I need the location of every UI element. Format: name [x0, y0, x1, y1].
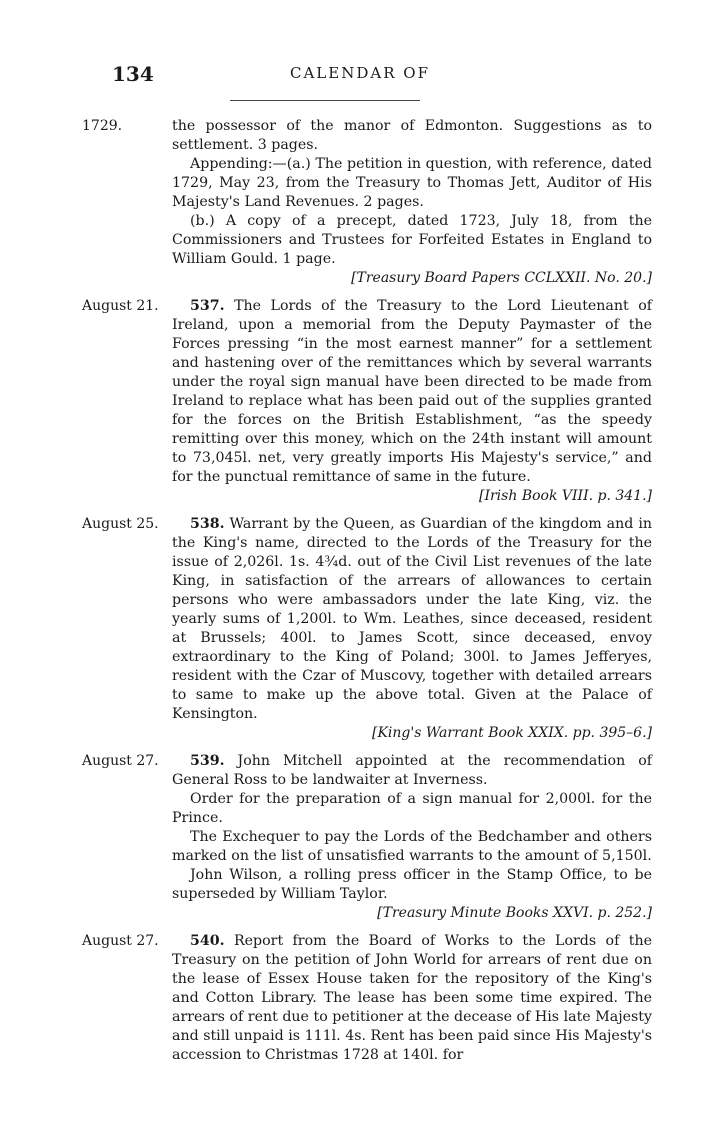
- entry-number: 540.: [190, 933, 225, 949]
- entry-text: The Lords of the Treasury to the Lord Lieutenant of Ireland, upon a memorial from the Deputy Paymaster of the Forces pressing “in the most earnest manner” for a settlement and hastening over of the remittances which by several warrants under the royal sign manual have been directed to be made from Ireland to replace what has been paid out of the supplies granted for the forces on the British Establishment, “as the speedy remitting over this money, which on the 24th instant will amount to 73,045l. net, very greatly imports His Majesty's service,” and for the punctual remittance of same in the future.: [172, 298, 653, 485]
- entry-number: 537.: [190, 298, 225, 314]
- source-reference: [Irish Book VIII. p. 341.]: [479, 488, 652, 504]
- entry-paragraph: the possessor of the manor of Edmonton. Suggestions as to settlement. 3 pages.: [172, 118, 652, 153]
- entry-paragraph: [172, 932, 652, 1065]
- source-reference: [King's Warrant Book XXIX. pp. 395–6.]: [372, 725, 652, 741]
- source-reference: [Treasury Board Papers CCLXXII. No. 20.]: [351, 270, 652, 286]
- margin-date: August 21.: [82, 298, 159, 314]
- source-reference: [Treasury Minute Books XXVI. p. 252.]: [377, 905, 652, 921]
- entry-text: Warrant by the Queen, as Guardian of the kingdom and in the King's name, directed to the Lords of the Treasury for the issue of 2,026l. 1s. 4¾d. out of the Civil List revenues of the late King, in satisfaction of the arrears of allowances to certain persons who were ambassadors under the late King, viz. the yearly sums of 1,200l. to Wm. Leathes, since deceased, resident at Brussels; 400l. to James Scott, since deceased, envoy extraordinary to the King of Poland; 300l. to James Jefferyes, resident with the Czar of Muscovy, together with detailed arrears to same to make up the above total. Given at the Palace of Kensington.: [172, 516, 652, 722]
- entry-number: 538.: [190, 516, 225, 532]
- margin-date: August 27.: [82, 933, 159, 949]
- running-head: CALENDAR OF: [290, 64, 430, 82]
- entry-paragraph: [172, 752, 652, 790]
- entry-number: 539.: [190, 753, 225, 769]
- calendar-entries: [0, 117, 720, 1074]
- entry-text: Report from the Board of Works to the Lords of the Treasury on the petition of John World for arrears of rent due on the lease of Essex House taken for the repository of the King's and Cotton Library. The lease has been some time expired. The arrears of rent due to petitioner at the decease of His late Majesty and still unpaid is 111l. 4s. Rent has been paid since His Majesty's accession to Christmas 1728 at 140l. for: [172, 933, 652, 1063]
- entry-body: [172, 932, 652, 1065]
- page-number: 134: [112, 62, 154, 86]
- entry-body: [172, 117, 652, 288]
- entry-paragraph: [172, 515, 652, 724]
- entry-paragraph: [172, 297, 652, 487]
- calendar-entry: [0, 932, 720, 1065]
- entry-body: [172, 297, 652, 506]
- entry-paragraph: The Exchequer to pay the Lords of the Bedchamber and others marked on the list of unsatisfied warrants to the amount of 5,150l.: [172, 829, 652, 864]
- calendar-entry: [0, 117, 720, 288]
- entry-body: [172, 752, 652, 923]
- calendar-entry: [0, 515, 720, 743]
- margin-date: August 27.: [82, 753, 159, 769]
- entry-body: [172, 515, 652, 743]
- calendar-entry: [0, 752, 720, 923]
- calendar-entry: [0, 297, 720, 506]
- entry-paragraph: (b.) A copy of a precept, dated 1723, July 18, from the Commissioners and Trustees for Forfeited Estates in England to William Gould. 1 page.: [172, 213, 652, 267]
- entry-paragraph: Appending:—(a.) The petition in question, with reference, dated 1729, May 23, from the Treasury to Thomas Jett, Auditor of His Majesty's Land Revenues. 2 pages.: [172, 156, 652, 210]
- header-rule: [230, 100, 420, 101]
- entry-text: John Mitchell appointed at the recommendation of General Ross to be landwaiter at Inverness.: [172, 753, 652, 788]
- entry-paragraph: Order for the preparation of a sign manual for 2,000l. for the Prince.: [172, 791, 652, 826]
- page-header: [0, 62, 720, 92]
- margin-date: 1729.: [82, 118, 123, 134]
- entry-paragraph: John Wilson, a rolling press officer in the Stamp Office, to be superseded by William Taylor.: [172, 867, 652, 902]
- margin-date: August 25.: [82, 516, 159, 532]
